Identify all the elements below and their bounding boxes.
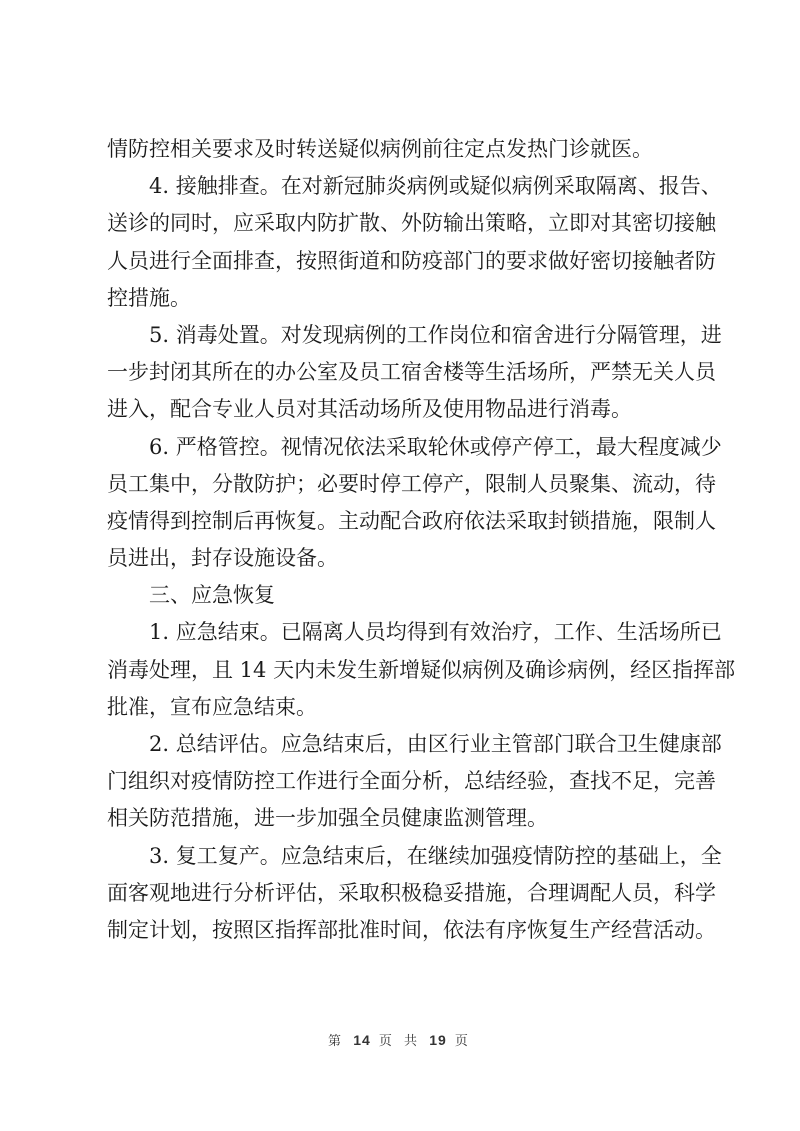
text-line: 进入，配合专业人员对其活动场所及使用物品进行消毒。 bbox=[107, 397, 632, 422]
text-line: 面客观地进行分析评估，采取积极稳妥措施，合理调配人员，科学 bbox=[107, 880, 716, 905]
text-line: 消毒处理，且 14 天内未发生新增疑似病例及确诊病例，经区指挥部 bbox=[107, 657, 736, 682]
total-pages-number: 19 bbox=[429, 1032, 447, 1048]
text-line: 控措施。 bbox=[107, 285, 191, 310]
text-line: 制定计划，按照区指挥部批准时间，依法有序恢复生产经营活动。 bbox=[107, 917, 716, 942]
text-line: 人员进行全面排查，按照街道和防疫部门的要求做好密切接触者防 bbox=[107, 248, 716, 273]
text-line: 批准，宣布应急结束。 bbox=[107, 694, 317, 719]
text-line: 员工集中，分散防护；必要时停工停产，限制人员聚集、流动，待 bbox=[107, 471, 716, 496]
text-line: 情防控相关要求及时转送疑似病例前往定点发热门诊就医。 bbox=[107, 137, 653, 161]
footer-middle: 页 共 bbox=[378, 1034, 422, 1049]
text-line: 疫情得到控制后再恢复。主动配合政府依法采取封锁措施，限制人 bbox=[107, 508, 716, 533]
footer-suffix: 页 bbox=[454, 1034, 472, 1049]
text-line: 门组织对疫情防控工作进行全面分析，总结经验，查找不足，完善 bbox=[107, 769, 716, 794]
text-line: 1. 应急结束。已隔离人员均得到有效治疗，工作、生活场所已 bbox=[149, 620, 722, 645]
section-heading: 三、应急恢复 bbox=[149, 583, 275, 608]
text-line: 2. 总结评估。应急结束后，由区行业主管部门联合卫生健康部 bbox=[149, 732, 722, 756]
current-page-number: 14 bbox=[353, 1032, 371, 1048]
text-line: 员进出，封存设施设备。 bbox=[107, 546, 338, 571]
text-line: 送诊的同时，应采取内防扩散、外防输出策略，立即对其密切接触 bbox=[107, 211, 716, 236]
text-line: 4. 接触排查。在对新冠肺炎病例或疑似病例采取隔离、报告、 bbox=[149, 174, 722, 199]
text-line: 一步封闭其所在的办公室及员工宿舍楼等生活场所，严禁无关人员 bbox=[107, 360, 716, 385]
text-line: 6. 严格管控。视情况依法采取轮休或停产停工，最大程度减少 bbox=[149, 434, 722, 459]
text-line: 3. 复工复产。应急结束后，在继续加强疫情防控的基础上，全 bbox=[149, 843, 722, 868]
page-footer bbox=[0, 1030, 800, 1049]
text-line: 相关防范措施，进一步加强全员健康监测管理。 bbox=[107, 806, 548, 831]
text-line: 5. 消毒处置。对发现病例的工作岗位和宿舍进行分隔管理，进 bbox=[149, 322, 722, 347]
footer-prefix: 第 bbox=[328, 1034, 346, 1049]
document-body bbox=[107, 131, 736, 949]
